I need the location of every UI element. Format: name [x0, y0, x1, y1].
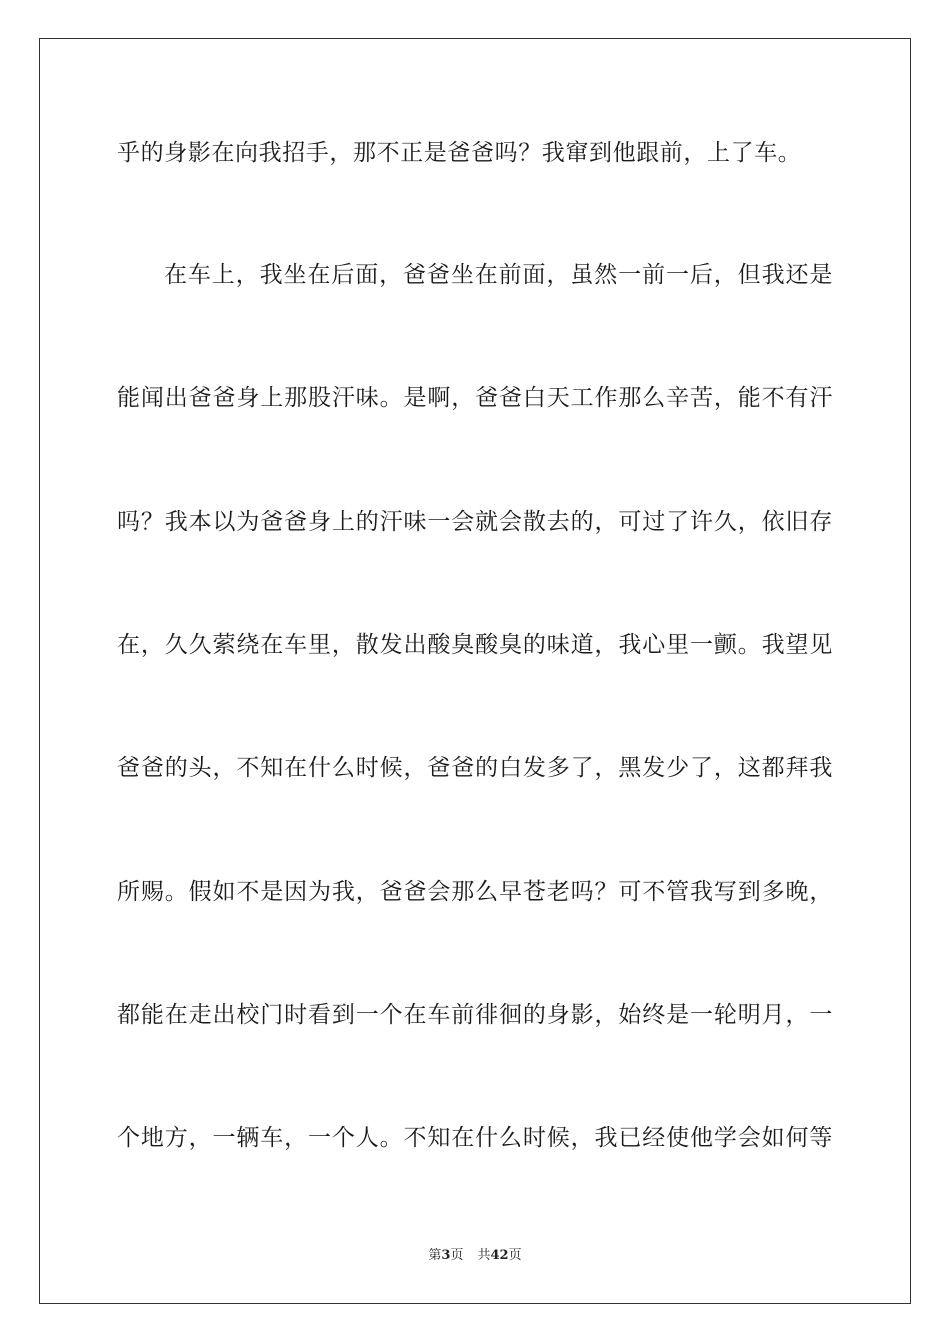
page-number: 3 — [441, 1248, 451, 1263]
page-frame — [39, 38, 911, 1304]
page-footer — [0, 1248, 950, 1264]
paragraph-line-8: 都能在走出校门时看到一个在车前徘徊的身影，始终是一轮明月，一 — [117, 1002, 833, 1028]
paragraph-line-1: 乎的身影在向我招手，那不正是爸爸吗？我窜到他跟前，上了车。 — [117, 140, 802, 166]
total-suffix: 页 — [508, 1248, 522, 1263]
total-pages: 42 — [490, 1248, 509, 1263]
paragraph-line-3: 能闻出爸爸身上那股汗味。是啊，爸爸白天工作那么辛苦，能不有汗 — [117, 385, 833, 411]
paragraph-line-7: 所赐。假如不是因为我，爸爸会那么早苍老吗？可不管我写到多晚， — [117, 879, 833, 905]
total-prefix: 共 — [477, 1248, 491, 1263]
page-prefix: 第 — [428, 1248, 442, 1263]
paragraph-line-5: 在，久久萦绕在车里，散发出酸臭酸臭的味道，我心里一颤。我望见 — [117, 632, 833, 658]
page-suffix: 页 — [450, 1248, 464, 1263]
paragraph-line-2: 在车上，我坐在后面，爸爸坐在前面，虽然一前一后，但我还是 — [164, 262, 833, 288]
paragraph-line-6: 爸爸的头，不知在什么时候，爸爸的白发多了，黑发少了，这都拜我 — [117, 755, 833, 781]
paragraph-line-4: 吗？我本以为爸爸身上的汗味一会就会散去的，可过了许久，依旧存 — [117, 509, 833, 535]
paragraph-line-9: 个地方，一辆车，一个人。不知在什么时候，我已经使他学会如何等 — [117, 1125, 833, 1151]
